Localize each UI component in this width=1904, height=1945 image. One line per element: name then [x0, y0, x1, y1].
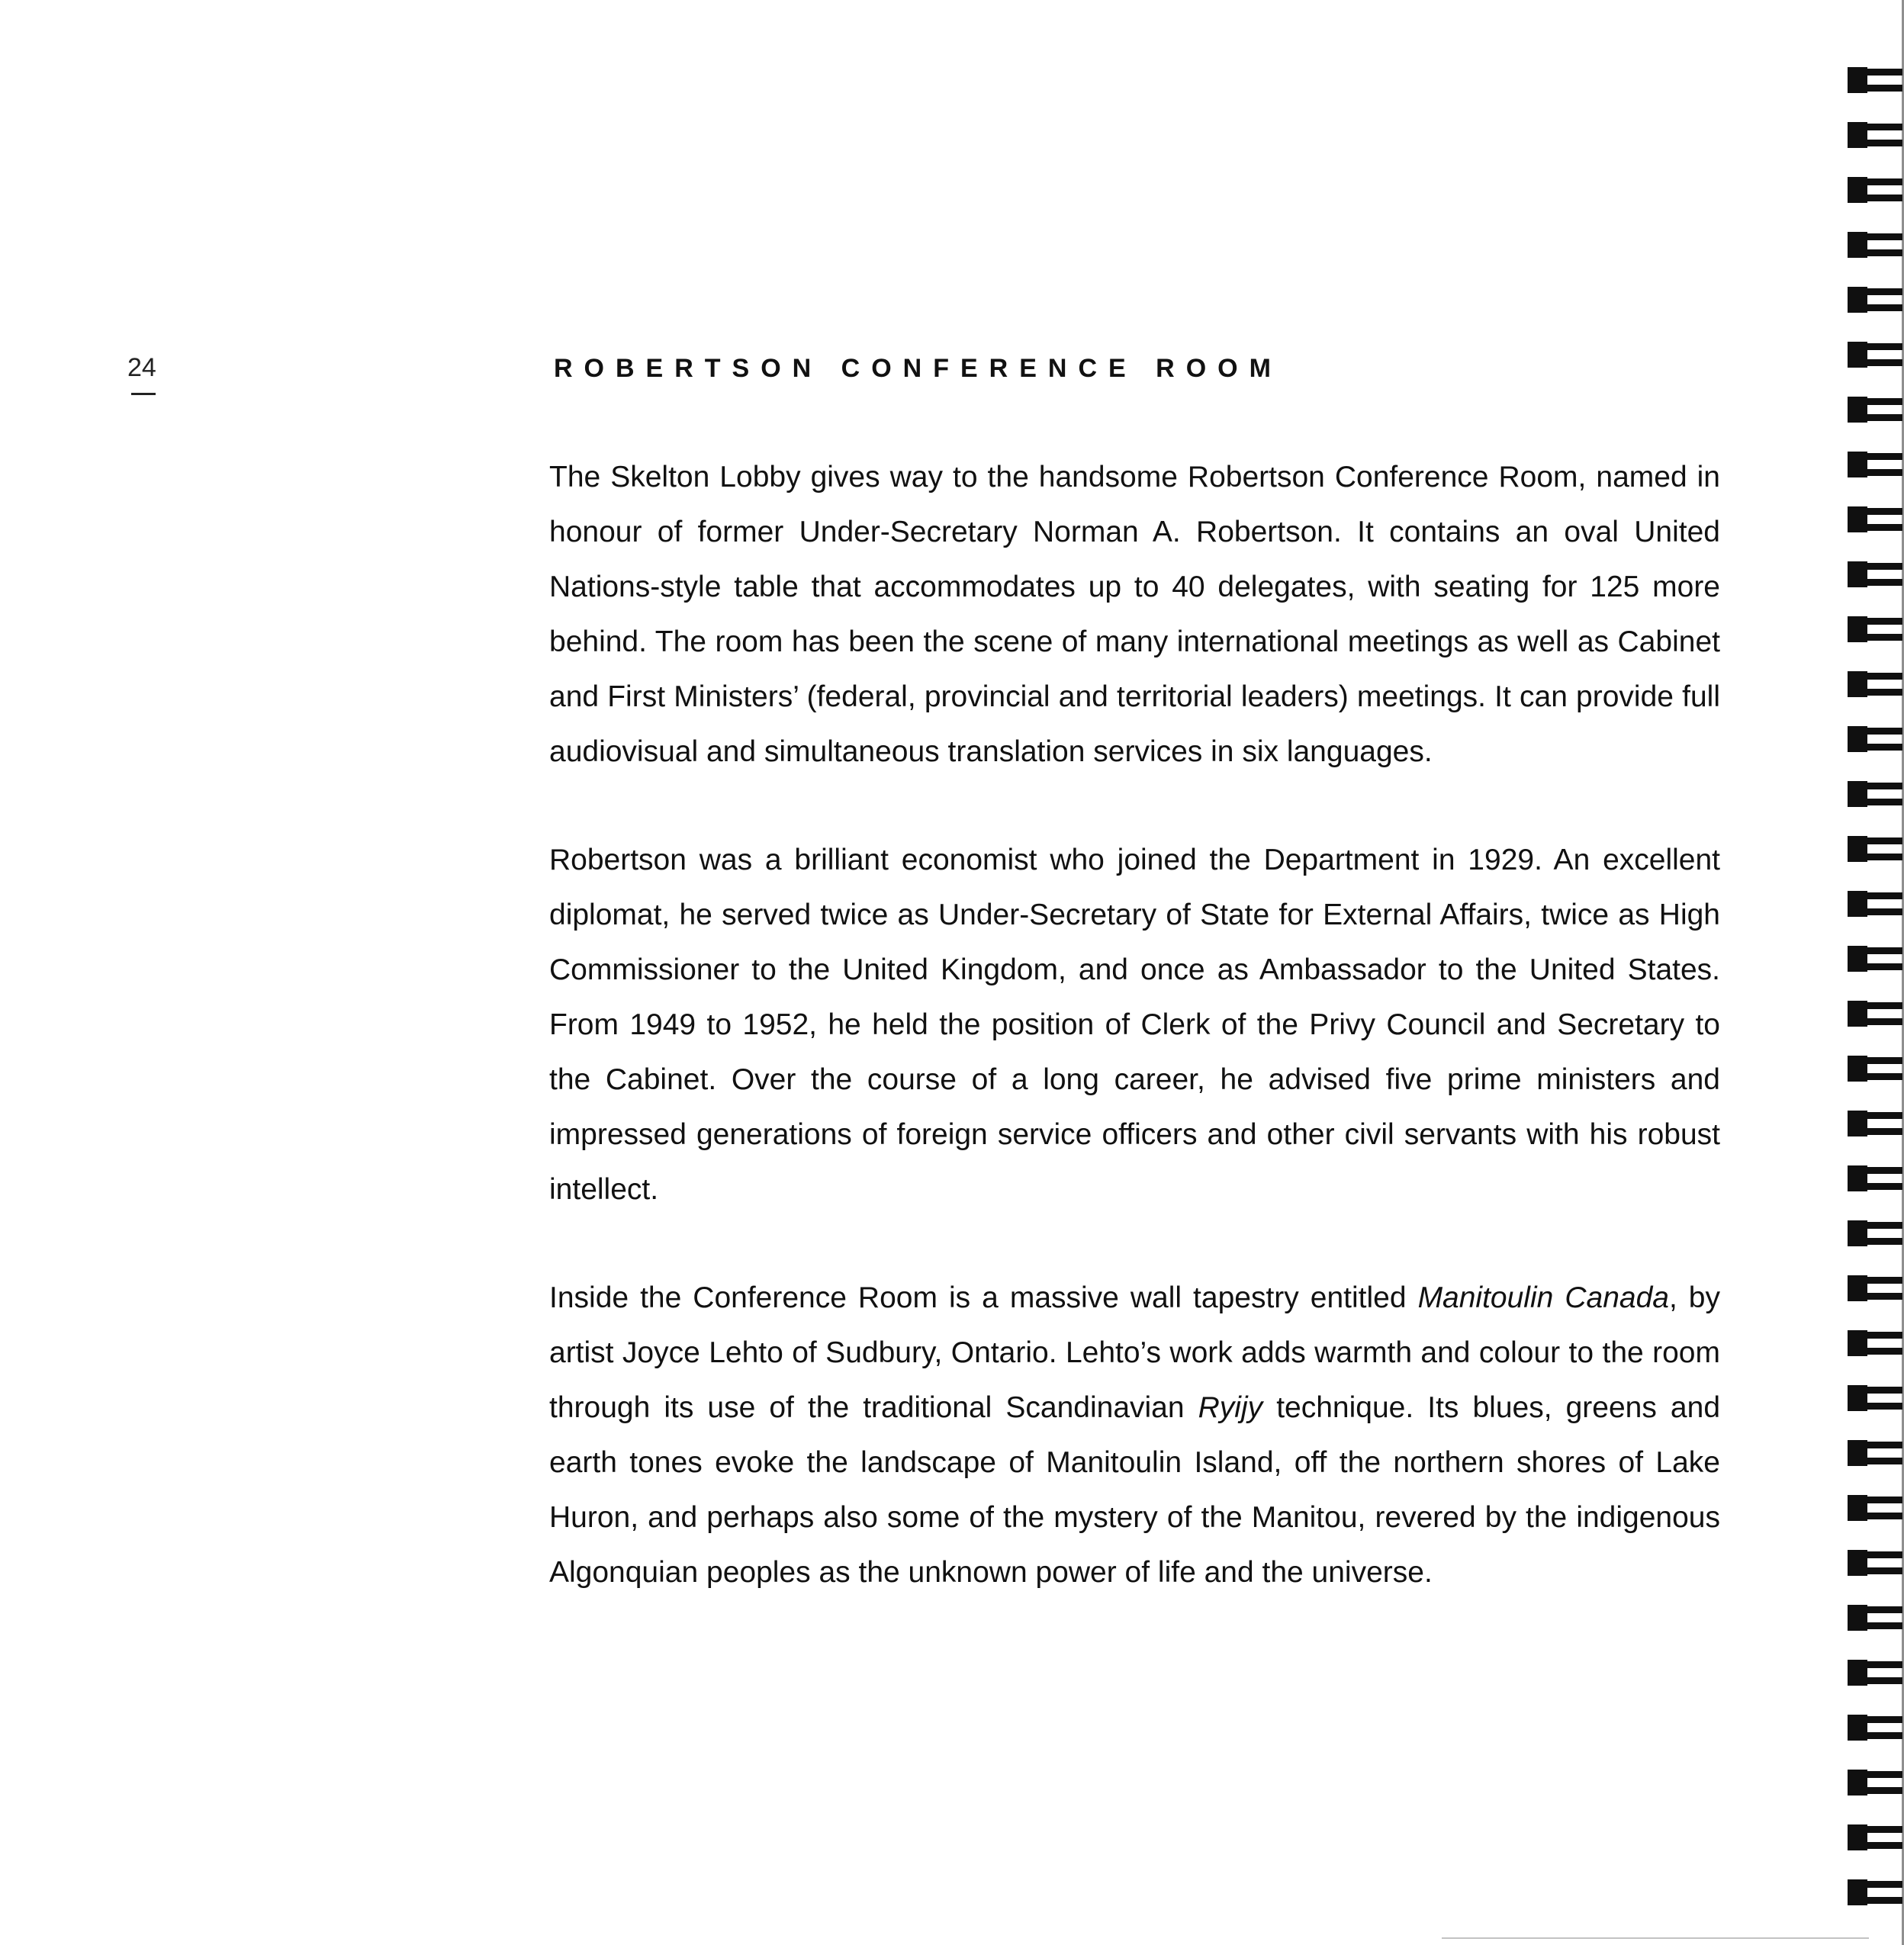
binding-coil-block [1848, 1440, 1867, 1466]
binding-coil-gap [1870, 1174, 1898, 1183]
binding-coil-icon [1848, 122, 1904, 148]
binding-coil-arm-top [1866, 508, 1902, 515]
binding-coil-arm-top [1866, 69, 1902, 76]
binding-coil-gap [1870, 789, 1898, 799]
spiral-binding [1840, 0, 1904, 1945]
paragraph-1: The Skelton Lobby gives way to the handsome Robertson Conference Room, named in honour of former Under-Secretary Norman A. Robertson. It contains an oval United Nations-style table that accommodates up to 40 delegates, with seating for 125 more behind. The room has been the scene of many international meetings as well as Cabinet and First Ministers’ (federal, provincial and territorial leaders) meetings. It can provide full audiovisual and simultaneous translation services in six languages. [549, 461, 1720, 768]
binding-coil-arm-top [1866, 1112, 1902, 1119]
paragraph-3-end: technique. Its blues, greens and earth tones evoke the landscape of Manitoulin Island, off the northern shores of Lake Huron, and perhaps also some of the mystery of the Manitou, revered by the indigenous Algonquian peoples as the unknown power of life and the universe. [549, 1391, 1721, 1589]
binding-coil-block [1848, 397, 1867, 423]
binding-coil-arm-bottom [1866, 1403, 1902, 1410]
binding-coil-gap [1870, 1119, 1898, 1128]
binding-coil-icon [1848, 726, 1904, 752]
technique-name: Ryijy [1198, 1391, 1263, 1424]
binding-coil-arm-bottom [1866, 1348, 1902, 1355]
binding-coil-gap [1870, 844, 1898, 854]
binding-coil-arm-bottom [1866, 963, 1902, 970]
binding-coil-block [1848, 1770, 1867, 1796]
binding-coil-icon [1848, 397, 1904, 423]
binding-coil-arm-bottom [1866, 359, 1902, 366]
binding-coil-arm-top [1866, 1497, 1902, 1503]
binding-coil-gap [1870, 130, 1898, 140]
binding-coil-gap [1870, 1558, 1898, 1567]
binding-coil-icon [1848, 452, 1904, 477]
binding-coil-arm-bottom [1866, 1732, 1902, 1739]
binding-coil-block [1848, 836, 1867, 862]
binding-coil-block [1848, 1715, 1867, 1741]
binding-coil-block [1848, 1330, 1867, 1356]
binding-coil-icon [1848, 1440, 1904, 1466]
binding-coil-arm-top [1866, 563, 1902, 570]
binding-coil-arm-bottom [1866, 304, 1902, 311]
binding-coil-icon [1848, 342, 1904, 368]
binding-coil-gap [1870, 1668, 1898, 1677]
binding-coil-block [1848, 232, 1867, 258]
binding-coil-arm-top [1866, 398, 1902, 405]
binding-coil-arm-bottom [1866, 744, 1902, 751]
binding-coil-icon [1848, 836, 1904, 862]
binding-coil-icon [1848, 1550, 1904, 1576]
binding-coil-arm-bottom [1866, 908, 1902, 915]
binding-coil-gap [1870, 240, 1898, 249]
binding-coil-icon [1848, 1385, 1904, 1411]
binding-coil-block [1848, 1385, 1867, 1411]
binding-coil-arm-top [1866, 1057, 1902, 1064]
binding-coil-icon [1848, 616, 1904, 642]
binding-coil-icon [1848, 1056, 1904, 1082]
section-title: ROBERTSON CONFERENCE ROOM [554, 354, 1282, 383]
binding-coil-block [1848, 946, 1867, 972]
binding-coil-icon [1848, 287, 1904, 313]
binding-coil-gap [1870, 1503, 1898, 1513]
binding-coil-block [1848, 506, 1867, 532]
binding-coil-arm-bottom [1866, 1567, 1902, 1574]
binding-coil-arm-top [1866, 1606, 1902, 1613]
binding-coil-gap [1870, 1284, 1898, 1293]
binding-coil-arm-bottom [1866, 194, 1902, 201]
binding-coil-arm-bottom [1866, 634, 1902, 641]
binding-coil-arm-bottom [1866, 524, 1902, 531]
binding-coil-arm-bottom [1866, 1842, 1902, 1849]
binding-coil-arm-top [1866, 233, 1902, 240]
binding-coil-arm-top [1866, 783, 1902, 789]
binding-coil-gap [1870, 405, 1898, 414]
binding-coil-arm-top [1866, 1387, 1902, 1394]
binding-coil-arm-bottom [1866, 1238, 1902, 1245]
binding-coil-arm-bottom [1866, 1128, 1902, 1135]
binding-coil-block [1848, 452, 1867, 477]
binding-coil-arm-bottom [1866, 689, 1902, 696]
binding-coil-icon [1848, 1330, 1904, 1356]
binding-coil-icon [1848, 1770, 1904, 1796]
binding-coil-arm-top [1866, 1167, 1902, 1174]
binding-coil-arm-bottom [1866, 85, 1902, 92]
binding-coil-gap [1870, 899, 1898, 908]
binding-coil-block [1848, 1550, 1867, 1576]
paragraph-3 [549, 1271, 1720, 1600]
binding-coil-arm-top [1866, 1881, 1902, 1888]
binding-coil-arm-top [1866, 1222, 1902, 1229]
binding-coil-gap [1870, 185, 1898, 194]
binding-coil-arm-top [1866, 178, 1902, 185]
binding-coil-arm-bottom [1866, 249, 1902, 256]
binding-coil-gap [1870, 295, 1898, 304]
binding-coil-icon [1848, 1165, 1904, 1191]
binding-coil-icon [1848, 67, 1904, 93]
binding-coil-icon [1848, 1495, 1904, 1521]
binding-coil-arm-top [1866, 673, 1902, 680]
binding-coil-arm-top [1866, 343, 1902, 350]
binding-coil-gap [1870, 350, 1898, 359]
binding-coil-icon [1848, 1879, 1904, 1905]
binding-coil-icon [1848, 1275, 1904, 1301]
binding-coil-gap [1870, 1888, 1898, 1897]
binding-coil-arm-bottom [1866, 1458, 1902, 1464]
binding-coil-icon [1848, 232, 1904, 258]
binding-coil-gap [1870, 625, 1898, 634]
binding-coil-block [1848, 616, 1867, 642]
paragraph-3-intro: Inside the Conference Room is a massive wall tapestry entitled [549, 1281, 1418, 1314]
binding-coil-block [1848, 1111, 1867, 1136]
binding-coil-arm-top [1866, 892, 1902, 899]
binding-coil-block [1848, 177, 1867, 203]
binding-coil-gap [1870, 1394, 1898, 1403]
binding-coil-arm-bottom [1866, 1622, 1902, 1629]
binding-coil-arm-top [1866, 1551, 1902, 1558]
binding-coil-block [1848, 1275, 1867, 1301]
binding-coil-block [1848, 561, 1867, 587]
binding-coil-gap [1870, 76, 1898, 85]
binding-coil-block [1848, 287, 1867, 313]
binding-coil-block [1848, 781, 1867, 807]
binding-coil-arm-bottom [1866, 414, 1902, 421]
binding-coil-icon [1848, 1660, 1904, 1686]
binding-coil-arm-top [1866, 837, 1902, 844]
body-text [549, 450, 1720, 1600]
binding-coil-arm-top [1866, 288, 1902, 295]
binding-coil-icon [1848, 506, 1904, 532]
binding-coil-icon [1848, 1715, 1904, 1741]
binding-coil-block [1848, 342, 1867, 368]
binding-coil-arm-top [1866, 618, 1902, 625]
binding-coil-gap [1870, 570, 1898, 579]
binding-coil-gap [1870, 1778, 1898, 1787]
binding-coil-arm-top [1866, 947, 1902, 954]
binding-coil-arm-top [1866, 728, 1902, 735]
binding-coil-arm-top [1866, 1442, 1902, 1448]
binding-coil-arm-bottom [1866, 1183, 1902, 1190]
binding-coil-gap [1870, 954, 1898, 963]
tapestry-title: Manitoulin Canada [1417, 1281, 1669, 1314]
binding-coil-gap [1870, 735, 1898, 744]
binding-coil-gap [1870, 1833, 1898, 1842]
binding-coil-arm-top [1866, 1716, 1902, 1723]
binding-coil-arm-top [1866, 1332, 1902, 1339]
binding-coil-block [1848, 726, 1867, 752]
binding-coil-arm-bottom [1866, 1897, 1902, 1904]
binding-coil-block [1848, 1824, 1867, 1850]
binding-coil-gap [1870, 515, 1898, 524]
binding-coil-block [1848, 67, 1867, 93]
binding-coil-icon [1848, 781, 1904, 807]
binding-coil-icon [1848, 561, 1904, 587]
binding-coil-block [1848, 891, 1867, 917]
binding-coil-arm-bottom [1866, 1073, 1902, 1080]
binding-coil-arm-top [1866, 124, 1902, 130]
binding-coil-arm-bottom [1866, 1293, 1902, 1300]
bottom-edge-line [1442, 1937, 1869, 1939]
binding-coil-gap [1870, 1229, 1898, 1238]
binding-coil-gap [1870, 460, 1898, 469]
binding-coil-block [1848, 1495, 1867, 1521]
binding-coil-icon [1848, 1220, 1904, 1246]
binding-coil-gap [1870, 1448, 1898, 1458]
binding-coil-arm-top [1866, 1826, 1902, 1833]
binding-coil-block [1848, 1660, 1867, 1686]
binding-coil-gap [1870, 1064, 1898, 1073]
page-number-underline [131, 393, 156, 395]
page-number: 24 [127, 353, 156, 382]
binding-coil-gap [1870, 1613, 1898, 1622]
binding-coil-icon [1848, 1001, 1904, 1027]
binding-coil-gap [1870, 680, 1898, 689]
paragraph-3-middle: , by artist Joyce Lehto of Sudbury, Ontario. Lehto’s work adds warmth and colour to the room through its use of the traditional Scandinavian [549, 1281, 1720, 1424]
binding-coil-icon [1848, 1111, 1904, 1136]
binding-coil-arm-top [1866, 1661, 1902, 1668]
binding-coil-arm-bottom [1866, 140, 1902, 146]
binding-coil-arm-top [1866, 1771, 1902, 1778]
binding-coil-arm-bottom [1866, 1787, 1902, 1794]
binding-coil-block [1848, 1605, 1867, 1631]
paragraph-2: Robertson was a brilliant economist who joined the Department in 1929. An excellent diplomat, he served twice as Under-Secretary of State for External Affairs, twice as High Commissioner to the United Kingdom, and once as Ambassador to the United States. From 1949 to 1952, he held the position of Clerk of the Privy Council and Secretary to the Cabinet. Over the course of a long career, he advised five prime ministers and impressed generations of foreign service officers and other civil servants with his robust intellect. [549, 844, 1720, 1206]
binding-coil-arm-bottom [1866, 579, 1902, 586]
binding-coil-icon [1848, 1605, 1904, 1631]
binding-coil-icon [1848, 177, 1904, 203]
binding-coil-block [1848, 1220, 1867, 1246]
binding-coil-block [1848, 1165, 1867, 1191]
binding-coil-icon [1848, 671, 1904, 697]
binding-coil-block [1848, 1056, 1867, 1082]
binding-coil-arm-top [1866, 453, 1902, 460]
binding-coil-block [1848, 671, 1867, 697]
binding-coil-arm-top [1866, 1002, 1902, 1009]
binding-coil-arm-top [1866, 1277, 1902, 1284]
binding-coil-block [1848, 122, 1867, 148]
binding-coil-arm-bottom [1866, 854, 1902, 860]
binding-coil-gap [1870, 1723, 1898, 1732]
binding-coil-arm-bottom [1866, 1018, 1902, 1025]
binding-coil-block [1848, 1001, 1867, 1027]
binding-coil-gap [1870, 1009, 1898, 1018]
binding-coil-gap [1870, 1339, 1898, 1348]
binding-coil-arm-bottom [1866, 1513, 1902, 1519]
binding-coil-arm-bottom [1866, 1677, 1902, 1684]
binding-coil-arm-bottom [1866, 469, 1902, 476]
binding-coil-block [1848, 1879, 1867, 1905]
binding-coil-icon [1848, 946, 1904, 972]
binding-coil-arm-bottom [1866, 799, 1902, 805]
binding-coil-icon [1848, 891, 1904, 917]
binding-coil-icon [1848, 1824, 1904, 1850]
